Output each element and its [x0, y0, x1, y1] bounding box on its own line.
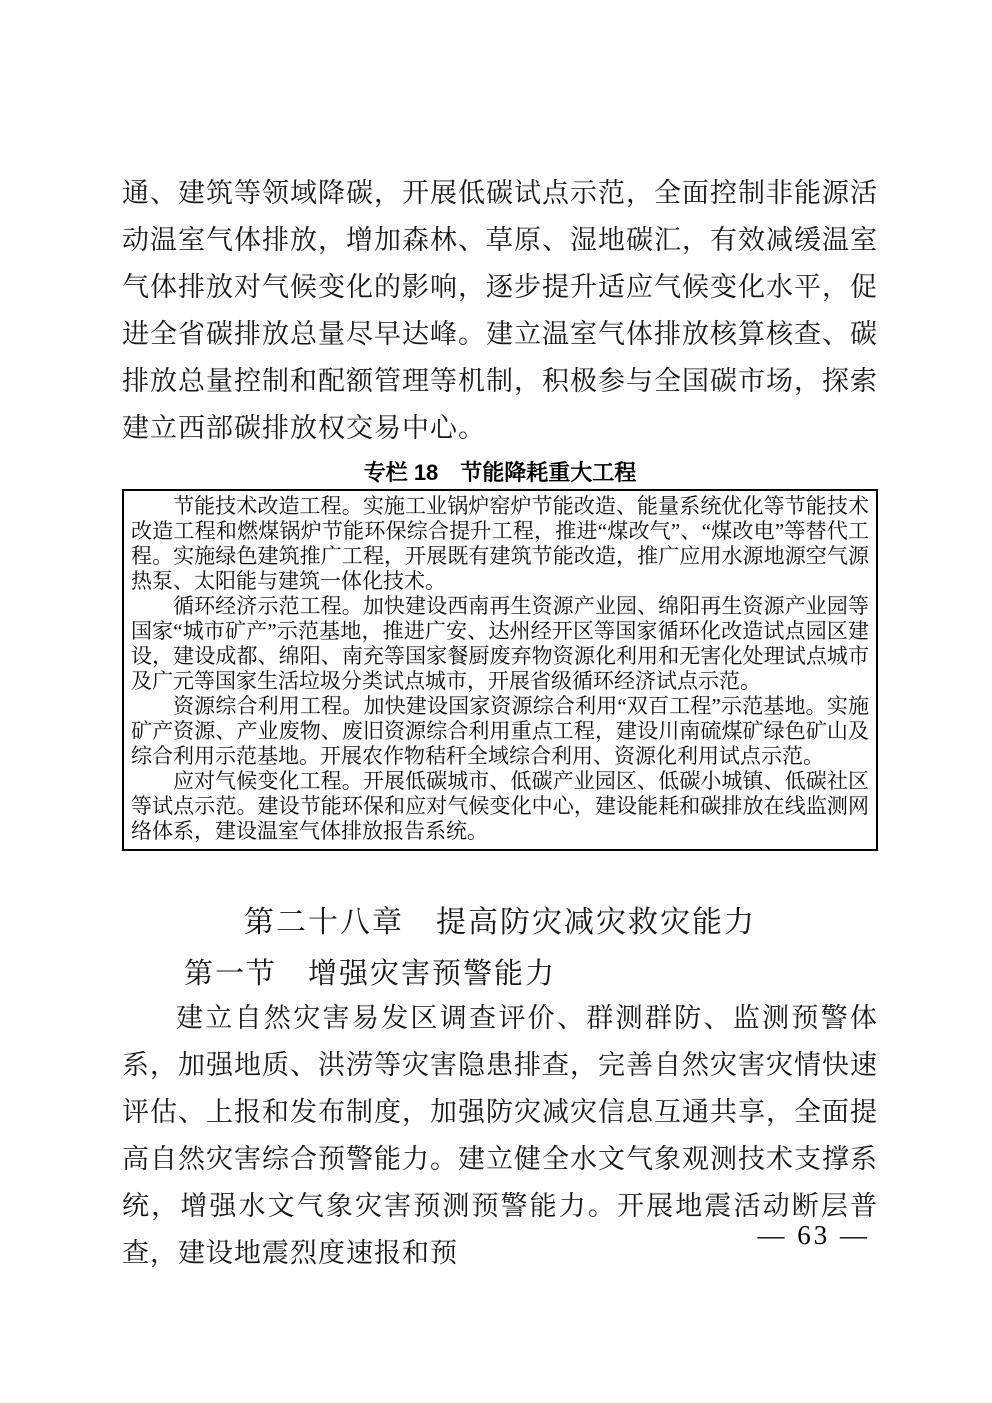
- callout-box-title: 专栏 18 节能降耗重大工程: [363, 460, 637, 485]
- body-paragraph-disaster-warning: 建立自然灾害易发区调查评价、群测群防、监测预警体系，加强地质、洪涝等灾害隐患排查，完善自然灾害灾情快速评估、上报和发布制度，加强防灾减灾信息互通共享，全面提高自然灾害综合预警能力。建立健全水文气象观测技术支撑系统，增强水文气象灾害预测预警能力。开展地震活动断层普查，建设地震烈度速报和预: [122, 1003, 878, 1268]
- chapter-heading: 第二十八章 提高防灾减灾救灾能力: [244, 906, 756, 939]
- box-paragraph-resource-utilization: 资源综合利用工程。加快建设国家资源综合利用“双百工程”示范基地。实施矿产资源、产业废物、废旧资源综合利用重点工程，建设川南硫煤矿绿色矿山及综合利用示范基地。开展农作物秸秆全域综合利用、资源化利用试点示范。: [131, 694, 869, 768]
- section-heading: 第一节 增强灾害预警能力: [184, 958, 557, 990]
- box-paragraph-circular-economy: 循环经济示范工程。加快建设西南再生资源产业园、绵阳再生资源产业园等国家“城市矿产”示范基地，推进广安、达州经开区等国家循环化改造试点园区建设，建设成都、绵阳、南充等国家餐厨废弃物资源化利用和无害化处理试点城市及广元等国家生活垃圾分类试点城市，开展省级循环经济试点示范。: [131, 594, 869, 693]
- box-paragraph-climate-change: 应对气候变化工程。开展低碳城市、低碳产业园区、低碳小城镇、低碳社区等试点示范。建设节能环保和应对气候变化中心，建设能耗和碳排放在线监测网络体系，建设温室气体排放报告系统。: [131, 769, 869, 843]
- box-paragraph-energy-retrofit: 节能技术改造工程。实施工业锅炉窑炉节能改造、能量系统优化等节能技术改造工程和燃煤锅炉节能环保综合提升工程，推进“煤改气”、“煤改电”等替代工程。实施绿色建筑推广工程，开展既有建筑节能改造，推广应用水源地源空气源热泵、太阳能与建筑一体化技术。: [131, 494, 869, 593]
- callout-box: [122, 489, 878, 851]
- page-number: — 63 —: [757, 1220, 870, 1250]
- body-paragraph-carbon: 通、建筑等领域降碳，开展低碳试点示范，全面控制非能源活动温室气体排放，增加森林、草原、湿地碳汇，有效减缓温室气体排放对气候变化的影响，逐步提升适应气候变化水平，促进全省碳排放总量尽早达峰。建立温室气体排放核算核查、碳排放总量控制和配额管理等机制，积极参与全国碳市场，探索建立西部碳排放权交易中心。: [122, 178, 878, 443]
